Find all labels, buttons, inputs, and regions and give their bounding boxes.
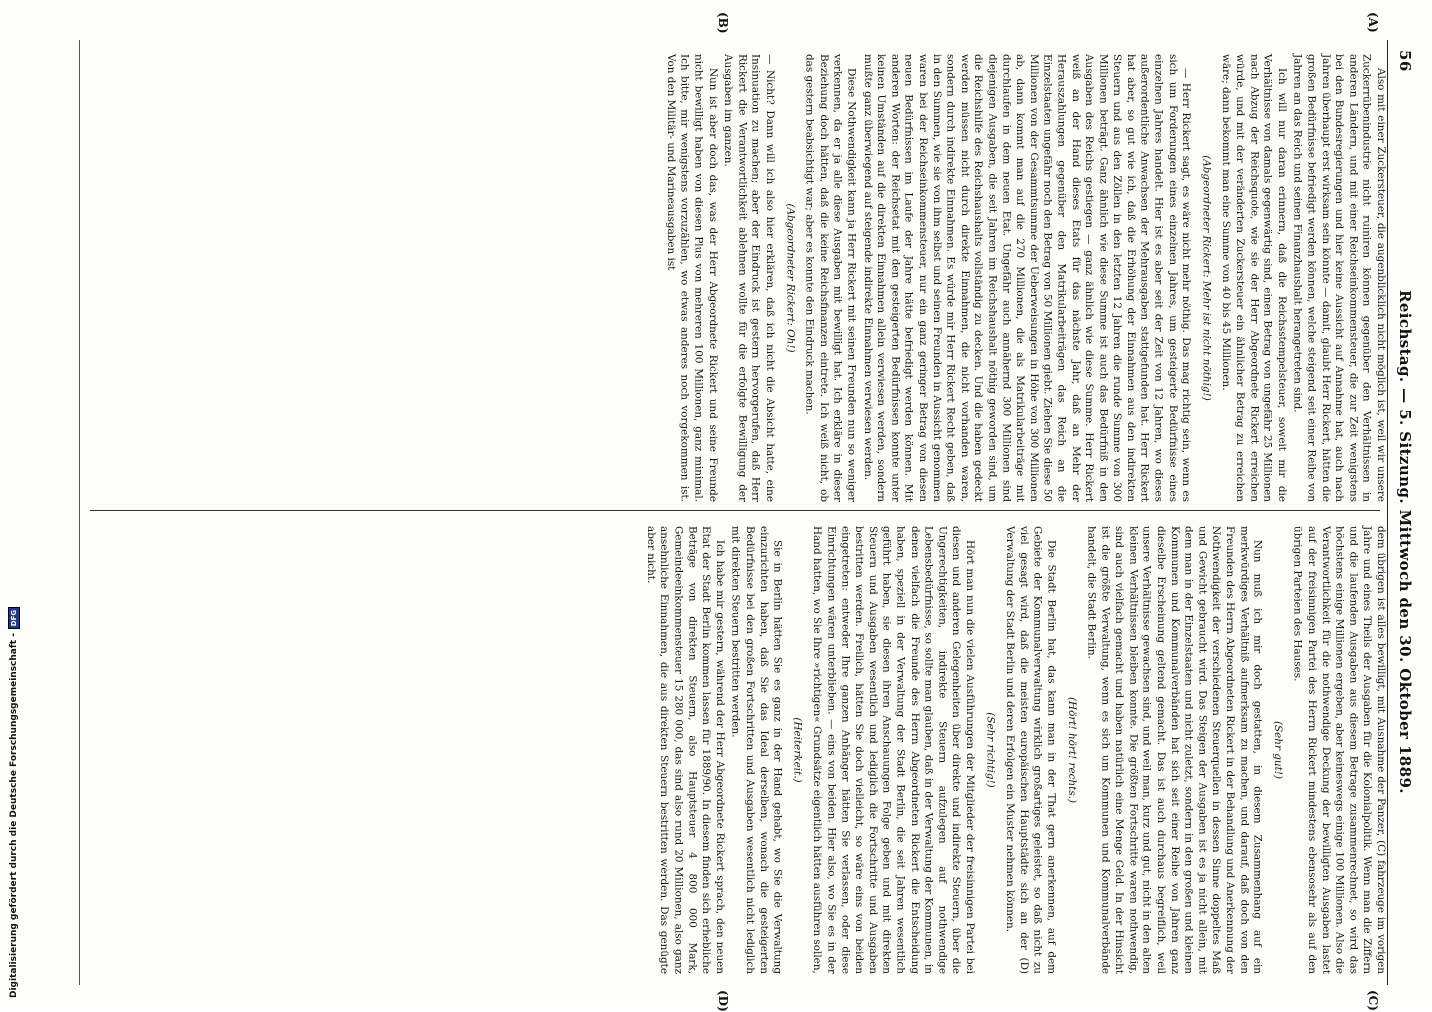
margin-mark-c: (C) [1366, 990, 1380, 1011]
paragraph: dem übrigen ist alles bewilligt, mit Ausnahme der Panzer, (C) fahrzeuge im vorigen Jahre und eines Theils der Ausgaben für die Kolonialpolitik. Wenn man die Ziffern und die laufenden Ausgaben aus diesem Betrage zusammenrechnet, so wird das höchstens einige Millionen ergeben, aber keineswegs einige 100 Millionen. Also die Verantwortlichkeit für die nothwendige Deckung der bewilligten Ausgaben lastet auf der freisinnigen Partei des Herrn Rickert mindestens ebensosehr als auf den übrigen Parteien des Hauses. [1291, 526, 1388, 974]
left-text-column [661, 54, 1387, 502]
interjection: (Abgeordneter Rickert: Oh!) [783, 203, 797, 353]
right-text-column [641, 526, 1387, 974]
paragraph: Hört man nun die vielen Ausführungen der Mitglieder der freisinnigen Partei bei diesen und anderen Gelegenheiten über direkte und indirekte Steuern, über die Ungerechtigkeiten, indirekte Steuern aufzulegen auf nothwendige Lebensbedürfnisse, so sollte man glauben, daß in der Verwaltung der Kommunen, in denen vielfach die Freunde des Herrn Abgeordneten Rickert die Entscheidung haben, speziell in der Verwaltung der Stadt Berlin, die seit Jahren wesentlich geführt haben, sie diesen ihren Anschauungen Folge geben und mit direkten Steuern und Ausgaben wesentlich und lediglich die Fortschritte und Ausgaben bestritten werden. Freilich, hätten Sie doch vielleicht, so wäre eins von beiden eingetreten: entweder Ihre ganzen Anhänger hätten Sie verlassen, oder diese Einrichtungen wären unterblieben. — eins von beiden. Hier also, wo Sie es in der Hand hatten, wo Sie Ihre »richtigen« Grundsätze eigentlich hätten ausführen sollen, [811, 526, 977, 974]
digitization-credit [8, 607, 20, 998]
paragraph: Ich will nur daran erinnern, daß die Reichsstempelsteuer, soweit mir die Verhältnisse von damals gegenwärtig sind, einen Betrag von ungefähr 25 Millionen nach Abzug der Reichsquote, wie sie der Herr Abgeordnete Rickert erreichen würde, und mit der veränderten Zuckersteuer ein ähnlicher Betrag zu erreichen wäre; dann bekommt man eine Summe von 40 bis 45 Millionen. [1220, 54, 1289, 502]
paragraph: Ich habe mir gestern, während der Herr Abgeordnete Rickert sprach, den neuen Etat der Stadt Berlin kommen lassen für 1889/90. In diesem finden sich erhebliche Beträge von direkten Steuern, also Hauptsteuer 4 800 000 Mark, Gemeindeeinkommensteuer 15 280 000, das sind also rund 20 Millionen, also ganz ansehnliche Einnahmen, die aus direkten Steuern bestritten werden. Das genügte aber nicht. [644, 526, 727, 974]
page-header [1390, 40, 1420, 985]
column-divider [90, 510, 1380, 511]
rotated-document-page [75, 12, 1420, 1012]
paragraph: Sie in Berlin hätten Sie es ganz in der Hand gehabt, wo Sie die Verwaltung einzurichten haben, daß Sie das Ideal derselben, wonach die gesteigerten Bedürfnisse bei den großen Fortschritten und Ausgaben wesentlich nicht lediglich mit direkten Steuern bestritten werden. [729, 526, 784, 974]
paragraph: Die Stadt Berlin hat, das kann man in der That gern anerkennen, auf dem Gebiete der Kommunalverwaltung wirklich großartiges geleistet, so daß nicht zu viel gesagt wird, daß die meisten europäischen Hauptstädte sich an der (D) Verwaltung der Stadt Berlin und deren Erfolgen ein Muster nehmen können. [1003, 526, 1058, 974]
margin-mark-a: (A) [1366, 12, 1380, 33]
footer-rule [79, 40, 80, 985]
margin-mark-b: (B) [716, 12, 730, 34]
dfg-logo-icon: DFG [8, 607, 20, 629]
interjection: (Sehr richtig!) [983, 712, 997, 788]
paragraph: — Herr Rickert sagt, es wäre nicht mehr nöthig. Das mag richtig sein, wenn es sich um Forderungen eines einzelnen Jahres, um gesteigerte Bedürfnisse eines einzelnen Jahres handelt. Hier ist es aber seit der Zeit von 12 Jahren, wo dieses außerordentliche Anwachsen der Mehrausgaben stattgefunden hat. Herr Rickert hat aber, so gut wie ich, daß die Erhöhung der Einnahmen aus den indirekten Steuern und aus den Zöllen in den letzten 12 Jahren die runde Summe von 300 Millionen beträgt. Ganz ähnlich wie diese Summe ist auch das Bedürfniß in den Ausgaben des Reichs gestiegen — ganz ähnlich wie diese Summe. Herr Rickert weiß an der Hand dieses Etats für das nächste Jahr, daß an Mehr der Herauszahlungen gegenüber den Matrikularbeiträgen das Reich an die Einzelstaaten ungefähr noch den Betrag von 50 Millionen giebt. Ziehen Sie diese 50 Millionen von der Gesammtsumme der Ueberweisungen in Höhe von 300 Millionen ab, dann kommt man auf die 270 Millionen, die als Matrikularbeiträge mit durchlaufen in dem neuen Etat. Ungefähr auch annähernd 300 Millionen sind diejenigen Ausgaben, die seit Jahren im Reichshaushalt nöthig geworden sind, um die Reichshilfe des Reichshaushalts vollständig zu decken. Und die haben gedeckt werden müssen nicht durch direkte Einnahmen, die nicht vorhanden waren, sondern durch indirekte Einnahmen. Es würde mir Herr Rickert Recht geben, daß in den Summen, wie sie von ihm selbst und seinen Freunden in Aussicht genommen waren bei der Reichseinkommensteuer, nur ein ganz geringer Betrag von diesen neuen Bedürfnissen im Laufe der Jahre hätte befriedigt werden können. Mit anderen Worten: der Reichsetat mit den gesteigerten Bedürfnissen konnte unter keinen Umständen auf die direkten Einnahmen allein verwiesen werden, sondern mußte ganz überwiegend auf steigende indirekte Einnahmen verwiesen werden. [861, 54, 1193, 502]
paragraph: Nun muß ich mir doch gestatten, in diesem Zusammenhang auf ein merkwürdiges Verhältniß aufmerksam zu machen, und darauf, daß doch von den Freunden des Herrn Abgeordneten Rickert in der Behandlung und Anerkennung der Nothwendigkeit der verschiedenen Steuerquellen in dessen Sinne doppeltes Maß und Gewicht gebraucht wird. Das Steigen der Ausgaben ist es ja nicht allein, mit dem man in der Einzelstaaten und nicht zuletzt, sondern in den großen und kleinen Kommunen und Kommunalverbänden hat sich seit einer Reihe von Jahren ganz dieselbe Erscheinung geltend gemacht. Das ist auch durchaus begreiflich, weil unsere Verhältnisse gewachsen sind, und weil man, kurz und gut, nicht in den alten kleinen Verhältnissen bleiben konnte. Die größten Fortschritte waren nothwendig, sind auch vielfach gemacht und haben natürlich eine Menge Geld. In der Hinsicht ist die größte Verwaltung, wenn es sich um Kommunen und Kommunalverbände handelt, die Stadt Berlin. [1085, 526, 1265, 974]
page-title: Reichstag. — 5. Sitzung. Mittwoch den 30. Oktober 1889. [1396, 290, 1414, 794]
paragraph: Nun ist aber doch das, was der Herr Abgeordnete Rickert und seine Freunde nicht bewilligt haben von diesen Plus von mehreren 100 Millionen, ganz minimal. Ich bitte, mir wenigstens vorzuzählen, wo etwas anderes noch vorgekommen ist. Von den Militär- und Marineausgaben ist [664, 54, 719, 502]
interjection: (Abgeordneter Rickert: Mehr ist nicht nöthig!) [1200, 155, 1213, 401]
interjection: (Hört! hört! rechts.) [1065, 696, 1078, 804]
paragraph: Diese Nothwendigkeit kann ja Herr Rickert mit seinen Freunden nun so weniger verkennen, da er ja alle diese Ausgaben mit bewilligt hat. Ich erkläre in dieser Beziehung doch hätten, daß die keine Reichsfinanzen eintrete. Ich weiß nicht, ob das gestern beabsichtigt war; aber es konnte den Eindruck machen. [803, 54, 858, 502]
paragraph: — Nicht? Dann will ich also hier erklären, daß ich nicht die Absicht hatte, eine Insinuation zu machen; aber der Eindruck ist gestern hervorgerufen, daß Herr Rickert die Verantwortlichkeit ablehnen wollte für die erfolgte Bewilligung der Ausgaben im ganzen. [722, 54, 777, 502]
page-number: 56 [1396, 50, 1414, 72]
interjection: (Sehr gut!) [1271, 720, 1285, 780]
paragraph: Also mit einer Zuckersteuer, die augenblicklich nicht möglich ist, weil wir unsere Zuckerrübenindustrie nicht ruiniren können gegenüber den Verhältnissen in anderen Ländern, und mit einer Reichseinkommensteuer, die zur Zeit wenigstens bei den Bundesregierungen und hier keine Aussicht auf Annahme hat, auch nach Jahren überhaupt erst wirksam sein könnte — damit, glaubt Herr Rickert, hätten die großen Bedürfnisse befriedigt werden können, welche steigend seit einer Reihe von Jahren an das Reich und seinen Finanzhaushalt herangetreten sind. [1291, 54, 1388, 502]
interjection: (Heiterkeit.) [791, 717, 804, 783]
margin-mark-d: (D) [716, 990, 730, 1012]
credit-text: Digitalisierung gefördert durch die Deutsche Forschungsgemeinschaft - [9, 633, 19, 998]
